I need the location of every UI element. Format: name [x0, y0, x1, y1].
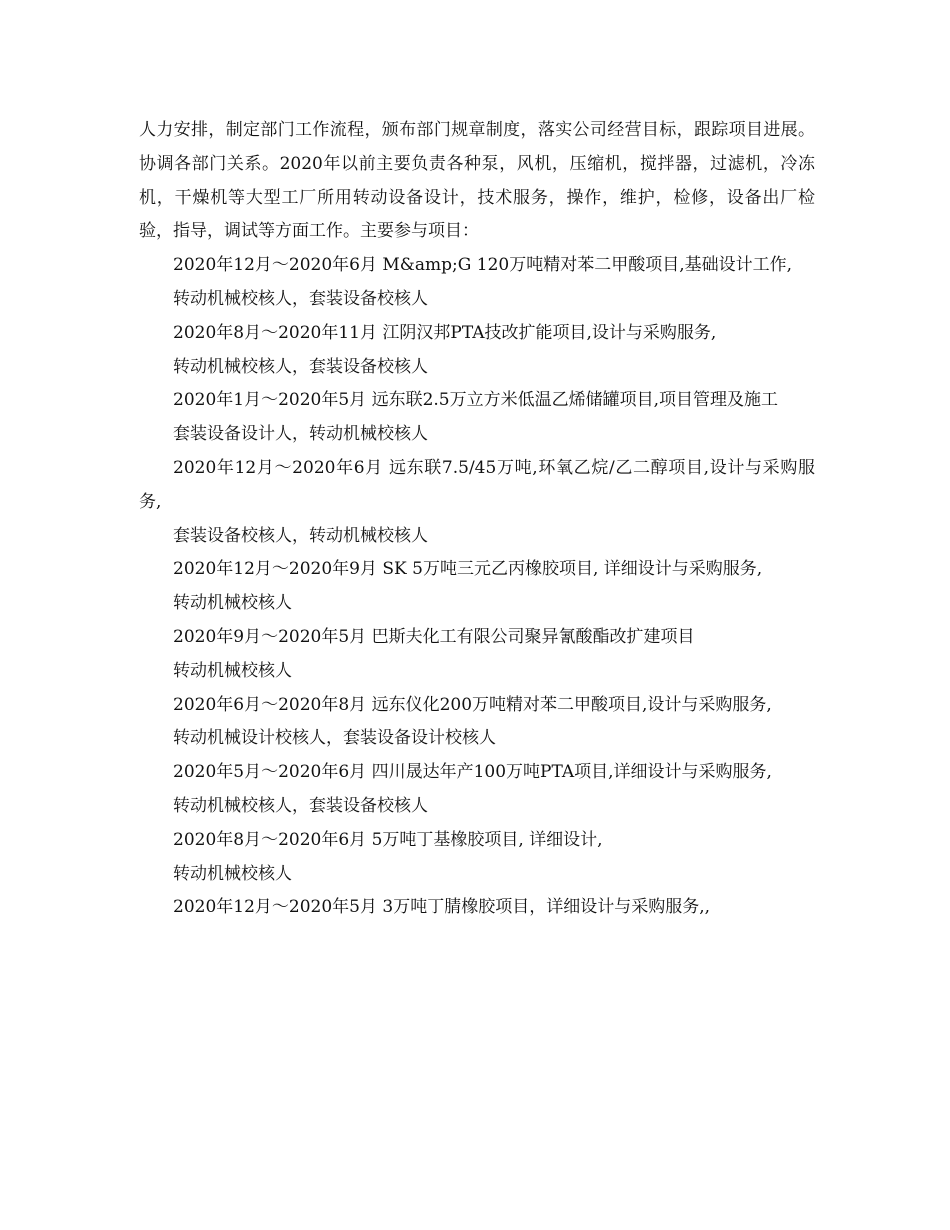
project-entry: 2020年12月～2020年6月 远东联7.5/45万吨,环氧乙烷/乙二醇项目,设计与采购服务, — [139, 457, 815, 512]
project-entry: 2020年12月～2020年6月 M&amp;G 120万吨精对苯二甲酸项目,基础设计工作, — [173, 255, 793, 276]
role-line: 转动机械校核人 — [173, 863, 292, 884]
role-line: 转动机械校核人，套装设备校核人 — [173, 795, 428, 816]
role-line: 转动机械设计校核人，套装设备设计校核人 — [173, 728, 496, 749]
project-entry: 2020年5月～2020年6月 四川晟达年产100万吨PTA项目,详细设计与采购服务, — [173, 762, 772, 783]
project-entry: 2020年8月～2020年11月 江阴汉邦PTA技改扩能项目,设计与采购服务, — [173, 322, 717, 343]
role-line: 转动机械校核人 — [173, 660, 292, 681]
project-entry: 2020年8月～2020年6月 5万吨丁基橡胶项目, 详细设计, — [173, 829, 603, 850]
project-entry: 2020年9月～2020年5月 巴斯夫化工有限公司聚异氰酸酯改扩建项目 — [173, 626, 695, 647]
role-line: 套装设备设计人，转动机械校核人 — [173, 424, 428, 445]
project-entry: 2020年6月～2020年8月 远东仪化200万吨精对苯二甲酸项目,设计与采购服务, — [173, 694, 772, 715]
document-body — [139, 114, 815, 925]
paragraph-intro: 人力安排，制定部门工作流程，颁布部门规章制度，落实公司经营目标，跟踪项目进展。协调各部门关系。2020年以前主要负责各种泵，风机，压缩机，搅拌器，过滤机，冷冻机，干燥机等大型工厂所用转动设备设计，技术服务，操作，维护，检修，设备出厂检验，指导，调试等方面工作。主要参与项目： — [139, 120, 815, 242]
role-line: 套装设备校核人，转动机械校核人 — [173, 525, 428, 546]
role-line: 转动机械校核人 — [173, 593, 292, 614]
role-line: 转动机械校核人，套装设备校核人 — [173, 356, 428, 377]
project-entry: 2020年12月～2020年5月 3万吨丁腈橡胶项目，详细设计与采购服务,, — [173, 897, 711, 918]
role-line: 转动机械校核人，套装设备校核人 — [173, 288, 428, 309]
project-entry: 2020年12月～2020年9月 SK 5万吨三元乙丙橡胶项目, 详细设计与采购服务, — [173, 559, 763, 580]
project-entry: 2020年1月～2020年5月 远东联2.5万立方米低温乙烯储罐项目,项目管理及施工 — [173, 390, 779, 411]
